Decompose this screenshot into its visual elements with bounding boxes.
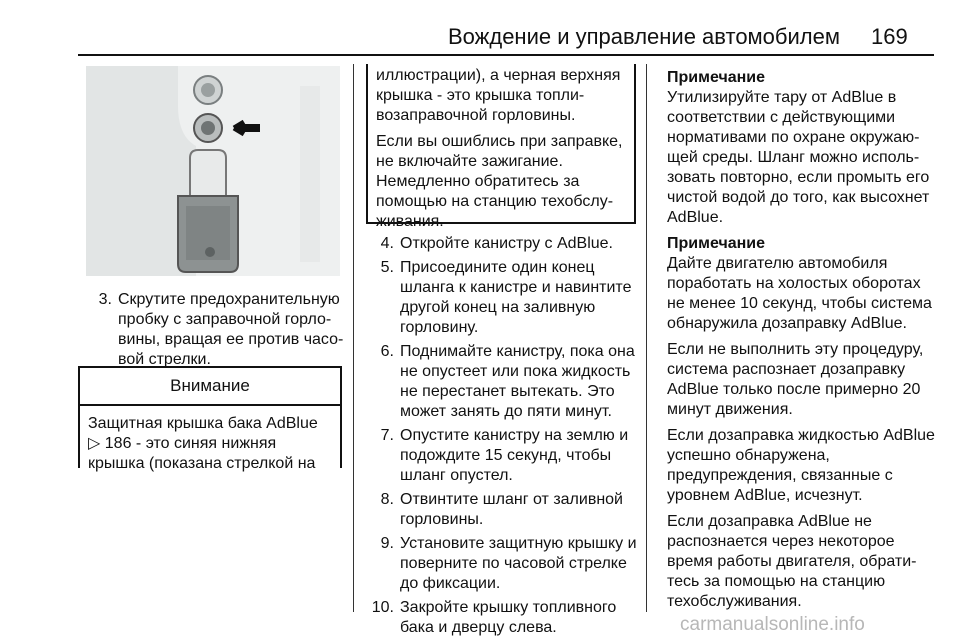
step-7 (366, 426, 638, 486)
step-4 (366, 234, 638, 254)
paragraph: Если дозаправка AdBlue не распознается через некоторое время работы двигателя, обратитесь за помощью на станцию техобслуживания. (667, 513, 917, 610)
page-title: Вождение и управление автомобилем (447, 24, 840, 49)
note-text: Утилизируйте тару от AdBlue в соответствии с действующими нормативами по охране окружающей среды. Шланг можно использовать повторно, если промыть его чистой водой до того, как высохнет AdBlue. (667, 89, 930, 226)
column-divider-left (353, 64, 354, 612)
warning-box (78, 366, 342, 472)
step-number: 6. (380, 343, 394, 360)
paragraph: Если не выполнить эту процедуру, система распознает дозаправку AdBlue только после примерно 20 минут движения. (667, 341, 924, 418)
step-number: 9. (380, 535, 394, 552)
step-number: 7. (380, 427, 394, 444)
step-text: Закройте крышку топливного бака и дверцу слева. (400, 599, 617, 636)
page-reference-link[interactable]: 186 (104, 435, 132, 452)
step-9 (366, 534, 638, 594)
right-column-text (667, 68, 935, 618)
watermark: carmanualsonline.info (680, 614, 865, 635)
filler-caps-drawing (86, 66, 340, 276)
step-number: 5. (380, 259, 394, 276)
step-text: Скрутите предохранительную пробку с заправочной горловины, вращая ее против часовой стрелки. (118, 291, 344, 368)
column-divider-right (646, 64, 647, 612)
header-rule (78, 54, 934, 56)
warning-continued-text-2: Если вы ошиблись при заправке, не включайте зажигание. Немедленно обратитесь за помощью на станцию техобслуживания. (376, 133, 623, 230)
middle-column-steps (366, 234, 638, 642)
page-reference-icon[interactable]: ▷ (88, 435, 101, 452)
step-text: Отвинтите шланг от заливной горловины. (400, 491, 623, 528)
note-text: Дайте двигателю автомобиля поработать на холостых оборотах не менее 10 секунд, чтобы система обнаружила дозаправку AdBlue. (667, 255, 932, 332)
note-title: Примечание (667, 235, 766, 252)
page-header (0, 0, 960, 58)
step-text: Установите защитную крышку и поверните по часовой стрелке до фиксации. (400, 535, 637, 592)
warning-text-part2: - это синяя нижняя крышка (показана стрелкой на (88, 435, 316, 472)
fuel-filler-illustration (86, 66, 340, 276)
step-number: 3. (98, 291, 112, 308)
warning-text-part1: Защитная крышка бака AdBlue (88, 415, 318, 432)
step-text: Поднимайте канистру, пока она не опустеет или пока жидкость не перестанет вытекать. Это может занять до пяти минут. (400, 343, 635, 420)
step-3 (84, 290, 346, 370)
step-10 (366, 598, 638, 638)
step-8 (366, 490, 638, 530)
warning-text (80, 406, 340, 474)
step-6 (366, 342, 638, 422)
step-5 (366, 258, 638, 338)
step-text: Опустите канистру на землю и подождите 15 секунд, чтобы шланг опустел. (400, 427, 629, 484)
step-number: 4. (380, 235, 394, 252)
page-number: 169 (871, 24, 908, 49)
warning-box-continued (366, 64, 636, 230)
paragraph: Если дозаправка жидкостью AdBlue успешно обнаружена, предупреждения, связанные с уровнем AdBlue, исчезнут. (667, 427, 935, 504)
warning-title: Внимание (80, 368, 340, 406)
step-text: Присоедините один конец шланга к канистре и навинтите другой конец на заливную горловину. (400, 259, 632, 336)
note-title: Примечание (667, 69, 766, 86)
warning-continued-text-1: иллюстрации), а черная верхняя крышка - это крышка топливозаправочной горловины. (376, 67, 621, 124)
step-text: Откройте канистру с AdBlue. (400, 235, 613, 252)
left-column-text (84, 290, 346, 374)
step-number: 8. (380, 491, 394, 508)
step-number: 10. (371, 599, 394, 616)
